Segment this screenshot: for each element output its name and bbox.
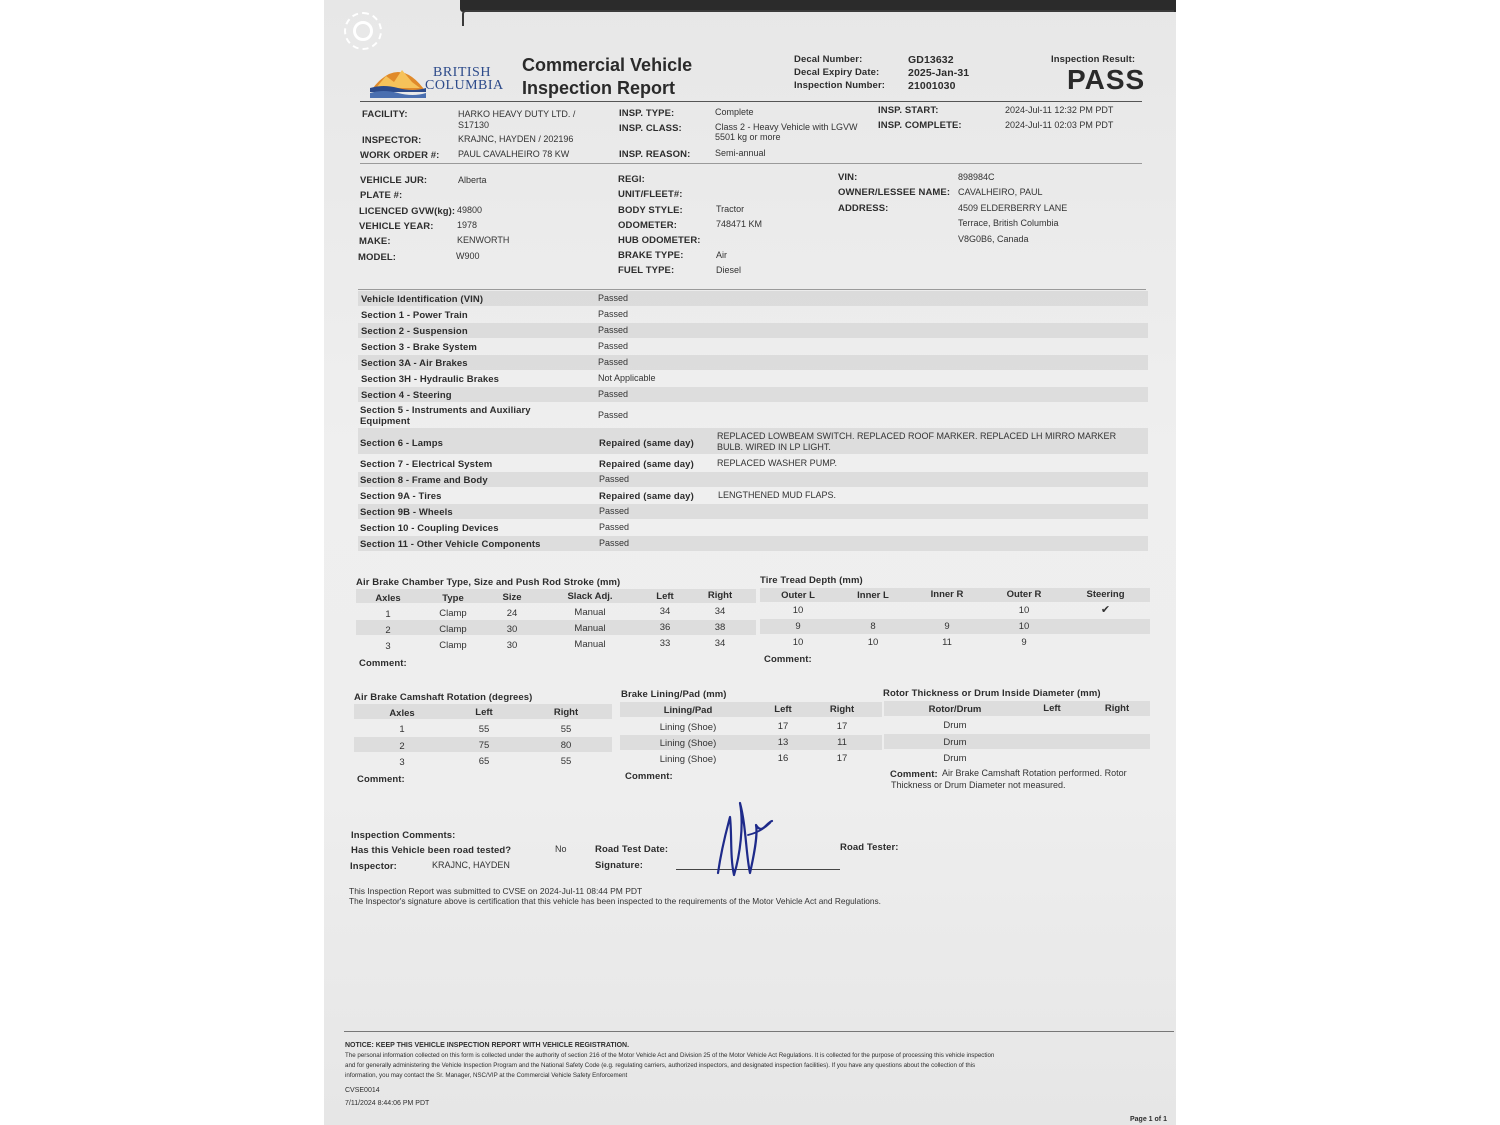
chamber-cell: Clamp <box>439 640 467 651</box>
footer-divider <box>344 1031 1174 1032</box>
insp-class-value-2: 5501 kg or more <box>715 132 781 142</box>
camshaft-cell: 55 <box>560 724 572 735</box>
vehicle-jur-value: Alberta <box>458 175 487 185</box>
owner-value: CAVALHEIRO, PAUL <box>958 187 1043 197</box>
hub-odometer-label: HUB ODOMETER: <box>618 235 701 246</box>
insp-complete-value: 2024-Jul-11 02:03 PM PDT <box>1005 120 1114 130</box>
footer-privacy-3: information, you may contact the Sr. Manager, NSC/VIP at the Commercial Vehicle Safety Enforcement <box>345 1072 628 1079</box>
section-name: Section 3H - Hydraulic Brakes <box>361 374 500 385</box>
insp-type-label: INSP. TYPE: <box>619 108 675 119</box>
signoff-inspector-value: KRAJNC, HAYDEN <box>432 860 510 870</box>
section-name: Section 4 - Steering <box>361 390 452 401</box>
body-style-label: BODY STYLE: <box>618 205 683 216</box>
footer-page-number: Page 1 of 1 <box>1130 1116 1167 1123</box>
section-status: Not Applicable <box>598 373 656 383</box>
camshaft-cell: 55 <box>478 724 490 735</box>
lining-cell: 17 <box>777 721 789 732</box>
rotor-cell: Drum <box>943 753 967 764</box>
chamber-cell: 36 <box>659 622 671 633</box>
rotor-comment-line2: Thickness or Drum Diameter not measured. <box>891 780 1066 790</box>
tread-cell: 10 <box>867 637 879 648</box>
photo-edge-frame <box>462 10 1174 26</box>
inspector-signature <box>700 795 790 885</box>
tread-header: Inner R <box>930 589 964 600</box>
insp-class-value-1: Class 2 - Heavy Vehicle with LGVW <box>715 122 858 132</box>
brake-type-value: Air <box>716 250 727 260</box>
section-status: Passed <box>598 293 629 303</box>
rotor-header: Right <box>1104 703 1130 714</box>
plate-label: PLATE #: <box>360 190 403 201</box>
chamber-header: Right <box>707 590 733 601</box>
rotor-title: Rotor Thickness or Drum Inside Diameter (mm) <box>883 688 1101 699</box>
camshaft-cell: 80 <box>560 740 572 751</box>
rotor-header: Rotor/Drum <box>928 704 982 715</box>
lining-cell: Lining (Shoe) <box>659 738 717 749</box>
footer-notice: NOTICE: KEEP THIS VEHICLE INSPECTION REPORT WITH VEHICLE REGISTRATION. <box>345 1042 630 1049</box>
lining-cell: 17 <box>836 721 848 732</box>
vehicle-jur-label: VEHICLE JUR: <box>360 175 428 186</box>
insp-reason-value: Semi-annual <box>715 148 766 158</box>
section-name: Section 6 - Lamps <box>360 438 443 449</box>
insp-start-label: INSP. START: <box>878 105 939 116</box>
tread-header: Inner L <box>857 590 889 601</box>
camshaft-header: Left <box>475 707 493 718</box>
gvw-label: LICENCED GVW(kg): <box>359 206 456 217</box>
tread-cell: 10 <box>792 605 804 616</box>
section-status: Passed <box>599 506 630 516</box>
work-order-label: WORK ORDER #: <box>360 150 440 161</box>
vehicle-year-value: 1978 <box>457 220 478 230</box>
vin-label: VIN: <box>838 172 858 183</box>
rotor-comment-label: Comment: <box>890 769 938 780</box>
chamber-cell: 34 <box>714 606 726 617</box>
section-name: Section 1 - Power Train <box>361 310 468 321</box>
gvw-value: 49800 <box>457 205 483 215</box>
lining-header: Right <box>829 704 855 715</box>
tread-cell: 8 <box>870 621 876 632</box>
logo-line2: COLUMBIA <box>425 78 504 93</box>
tread-cell: 9 <box>795 621 801 632</box>
chamber-header: Left <box>656 591 674 602</box>
certification-note: The Inspector's signature above is certification that this vehicle has been inspected to the requirements of the Motor Vehicle Act and Regulations. <box>349 896 881 906</box>
vin-value: 898984C <box>958 172 995 182</box>
make-label: MAKE: <box>359 236 391 247</box>
signoff-inspector-label: Inspector: <box>350 861 397 872</box>
camshaft-cell: 1 <box>399 724 405 735</box>
fuel-type-value: Diesel <box>716 265 742 275</box>
live-photo-icon[interactable] <box>344 12 382 50</box>
tread-header: Steering <box>1086 589 1125 600</box>
lining-comment-label: Comment: <box>625 771 673 782</box>
section-name-cont: Equipment <box>360 416 410 427</box>
header-divider <box>360 101 1142 102</box>
tread-cell: 11 <box>942 637 952 648</box>
inspector-label: INSPECTOR: <box>362 135 422 146</box>
road-test-date-label: Road Test Date: <box>595 844 669 855</box>
report-title-line1: Commercial Vehicle <box>522 55 693 75</box>
odometer-value: 748471 KM <box>716 219 763 229</box>
section-status: Passed <box>599 538 630 548</box>
section-status: Passed <box>598 325 629 335</box>
address-line1: 4509 ELDERBERRY LANE <box>958 203 1068 213</box>
decal-number: GD13632 <box>908 54 954 66</box>
section-name: Section 10 - Coupling Devices <box>360 523 499 534</box>
section-name: Section 9B - Wheels <box>360 507 453 518</box>
section-name: Section 5 - Instruments and Auxiliary <box>360 405 531 416</box>
decal-expiry-label: Decal Expiry Date: <box>794 67 880 78</box>
work-order-value: PAUL CAVALHEIRO 78 KW <box>458 149 570 159</box>
section-note-cont: BULB. WIRED IN LP LIGHT. <box>717 442 831 452</box>
section-status: Passed <box>598 309 629 319</box>
inspection-result-label: Inspection Result: <box>1051 54 1136 65</box>
chamber-cell: 30 <box>506 624 518 635</box>
chamber-cell: Manual <box>574 623 606 634</box>
road-tester-label: Road Tester: <box>840 842 899 853</box>
insp-class-label: INSP. CLASS: <box>619 123 682 134</box>
road-tested-label: Has this Vehicle been road tested? <box>351 845 512 856</box>
section-name: Section 3 - Brake System <box>361 342 477 353</box>
decal-number-label: Decal Number: <box>794 54 863 65</box>
camshaft-cell: 2 <box>399 741 405 752</box>
body-style-value: Tractor <box>716 204 745 214</box>
section-note: REPLACED WASHER PUMP. <box>717 458 838 468</box>
section-note: LENGTHENED MUD FLAPS. <box>718 490 837 500</box>
logo-line1: BRITISH <box>433 65 491 80</box>
camshaft-comment-label: Comment: <box>357 774 405 785</box>
chamber-cell: 34 <box>714 638 726 649</box>
chamber-header: Slack Adj. <box>567 591 613 602</box>
section-name: Section 7 - Electrical System <box>360 459 493 470</box>
odometer-label: ODOMETER: <box>618 220 677 231</box>
chamber-cell: 30 <box>506 640 518 651</box>
section-status: Passed <box>599 474 630 484</box>
camshaft-title: Air Brake Camshaft Rotation (degrees) <box>354 692 533 703</box>
lining-cell: 16 <box>777 753 789 764</box>
make-value: KENWORTH <box>457 235 510 245</box>
section-name: Section 3A - Air Brakes <box>361 358 468 369</box>
address-line2: Terrace, British Columbia <box>958 218 1059 228</box>
chamber-cell: 1 <box>385 609 391 620</box>
lining-cell: Lining (Shoe) <box>659 754 717 765</box>
lining-cell: 13 <box>777 737 789 748</box>
chamber-cell: 33 <box>659 638 671 649</box>
report-title-line2: Inspection Report <box>522 78 676 98</box>
steering-check-icon: ✔ <box>1100 604 1111 616</box>
chamber-header: Axles <box>375 593 401 604</box>
background-right <box>1176 0 1500 1125</box>
section-name: Section 8 - Frame and Body <box>360 475 488 486</box>
chamber-comment-label: Comment: <box>359 658 407 669</box>
tread-cell: 10 <box>1018 621 1030 632</box>
background-left <box>0 0 324 1125</box>
facility-divider <box>360 163 1142 164</box>
tread-title: Tire Tread Depth (mm) <box>760 575 863 586</box>
chamber-cell: Clamp <box>439 608 467 619</box>
section-name: Vehicle Identification (VIN) <box>361 294 484 305</box>
inspection-number: 21001030 <box>908 80 956 92</box>
insp-reason-label: INSP. REASON: <box>619 149 691 160</box>
section-status: Passed <box>598 389 629 399</box>
camshaft-header: Right <box>553 707 579 718</box>
lining-cell: 17 <box>836 753 848 764</box>
inspection-report-page <box>324 0 1176 1125</box>
inspection-comments-label: Inspection Comments: <box>351 830 456 841</box>
chamber-header: Type <box>442 593 464 604</box>
chamber-title: Air Brake Chamber Type, Size and Push Rod Stroke (mm) <box>356 577 621 588</box>
submitted-note: This Inspection Report was submitted to CVSE on 2024-Jul-11 08:44 PM PDT <box>349 886 643 896</box>
camshaft-cell: 55 <box>560 756 572 767</box>
lining-title: Brake Lining/Pad (mm) <box>621 689 727 700</box>
section-name: Section 2 - Suspension <box>361 326 468 337</box>
address-line3: V8G0B6, Canada <box>958 234 1029 244</box>
bc-logo-icon <box>368 58 428 98</box>
chamber-header: Size <box>502 592 522 603</box>
road-tested-value: No <box>555 844 567 854</box>
tread-header: Outer L <box>781 590 815 601</box>
facility-value-1: HARKO HEAVY DUTY LTD. / <box>458 109 576 119</box>
model-value: W900 <box>456 251 480 261</box>
camshaft-header: Axles <box>389 708 415 719</box>
brake-type-label: BRAKE TYPE: <box>618 250 684 261</box>
unit-fleet-label: UNIT/FLEET#: <box>618 189 683 200</box>
section-status: Repaired (same day) <box>599 491 694 502</box>
section-name: Section 11 - Other Vehicle Components <box>360 539 541 550</box>
footer-privacy-2: and for generally administering the Vehicle Inspection Program and the National Safety Code (e.g. regulating carriers, authorized inspectors, and designated inspection facilities). If you have any questions about the collection of this <box>345 1062 976 1069</box>
model-label: MODEL: <box>358 252 397 263</box>
address-label: ADDRESS: <box>838 203 889 214</box>
facility-value-2: S17130 <box>458 120 490 130</box>
rotor-comment-line1: Air Brake Camshaft Rotation performed. Rotor <box>942 768 1127 778</box>
fuel-type-label: FUEL TYPE: <box>618 265 675 276</box>
section-status: Repaired (same day) <box>599 459 694 470</box>
lining-cell: 11 <box>837 737 847 748</box>
rotor-header: Left <box>1043 703 1061 714</box>
section-status: Passed <box>598 341 629 351</box>
insp-start-value: 2024-Jul-11 12:32 PM PDT <box>1005 105 1114 115</box>
section-status: Passed <box>598 410 629 420</box>
footer-timestamp: 7/11/2024 8:44:06 PM PDT <box>345 1100 430 1107</box>
lining-header: Lining/Pad <box>663 705 713 716</box>
footer-form-code: CVSE0014 <box>345 1087 380 1094</box>
decal-expiry: 2025-Jan-31 <box>908 67 970 79</box>
insp-type-value: Complete <box>715 107 754 117</box>
footer-privacy-1: The personal information collected on this form is collected under the authority of section 216 of the Motor Vehicle Act and Division 25 of the Motor Vehicle Act Regulations. It is collected for the purpose of processing this vehicle inspection <box>345 1052 995 1059</box>
tread-cell: 9 <box>944 621 950 632</box>
chamber-cell: Clamp <box>439 624 467 635</box>
rotor-cell: Drum <box>943 737 967 748</box>
tread-comment-label: Comment: <box>764 654 812 665</box>
rotor-cell: Drum <box>943 720 967 731</box>
chamber-cell: 24 <box>506 608 518 619</box>
section-name: Section 9A - Tires <box>360 491 442 502</box>
chamber-cell: 38 <box>714 622 726 633</box>
tread-cell: 10 <box>1018 605 1030 616</box>
camshaft-cell: 3 <box>399 757 405 768</box>
owner-label: OWNER/LESSEE NAME: <box>838 187 951 198</box>
inspection-result: PASS <box>1067 64 1146 95</box>
chamber-cell: Manual <box>574 607 606 618</box>
vehicle-year-label: VEHICLE YEAR: <box>359 221 434 232</box>
section-status: Passed <box>598 357 629 367</box>
section-note: REPLACED LOWBEAM SWITCH. REPLACED ROOF MARKER. REPLACED LH MIRRO MARKER <box>717 431 1117 441</box>
chamber-cell: 34 <box>659 606 671 617</box>
chamber-cell: Manual <box>574 639 606 650</box>
inspector-value: KRAJNC, HAYDEN / 202196 <box>458 134 574 144</box>
section-status: Repaired (same day) <box>599 438 694 449</box>
chamber-cell: 3 <box>385 641 391 652</box>
inspection-number-label: Inspection Number: <box>794 80 886 91</box>
lining-header: Left <box>774 704 792 715</box>
chamber-cell: 2 <box>385 625 391 636</box>
camshaft-cell: 65 <box>478 756 490 767</box>
vehicle-divider <box>358 289 1146 290</box>
tread-cell: 10 <box>792 637 804 648</box>
facility-label: FACILITY: <box>362 109 408 120</box>
regi-label: REGI: <box>618 174 645 185</box>
insp-complete-label: INSP. COMPLETE: <box>878 120 962 131</box>
tread-header: Outer R <box>1006 589 1042 600</box>
section-status: Passed <box>599 522 630 532</box>
lining-cell: Lining (Shoe) <box>659 722 717 733</box>
signature-label: Signature: <box>595 860 643 871</box>
tread-cell: 9 <box>1021 637 1027 648</box>
camshaft-cell: 75 <box>478 740 490 751</box>
